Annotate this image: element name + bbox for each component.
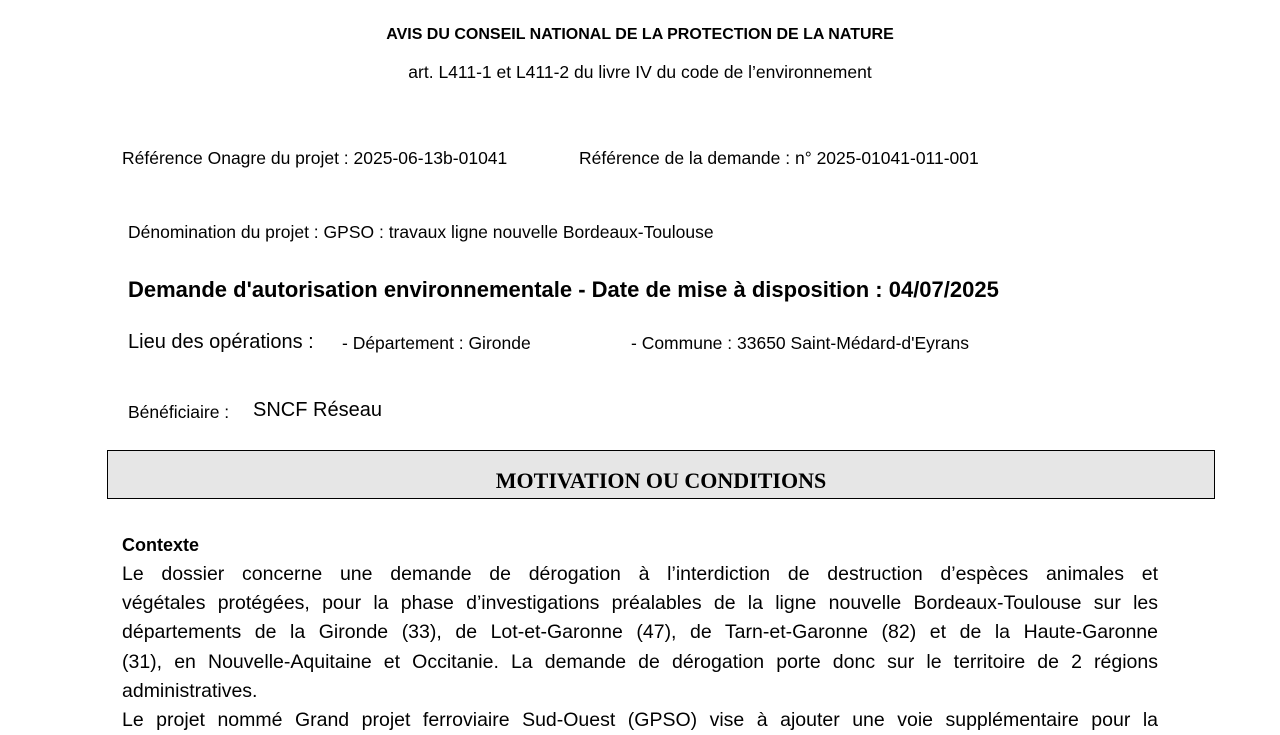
lieu-operations-label: Lieu des opérations : [128,331,314,353]
departement-field: - Département : Gironde [342,333,531,353]
contexte-line: administratives. [122,679,258,702]
contexte-line: Le projet nommé Grand projet ferroviaire Sud-Ouest (GPSO) vise à ajouter une voie supplémentaire pour la [122,709,1158,732]
contexte-heading: Contexte [122,535,200,555]
beneficiaire-label: Bénéficiaire : [128,402,230,422]
demande-title: Demande d'autorisation environnementale - Date de mise à disposition : 04/07/2025 [128,277,999,302]
contexte-line: (31), en Nouvelle-Aquitaine et Occitanie. La demande de dérogation porte donc sur le territoire de 2 régions [122,650,1158,673]
contexte-body [122,560,1158,735]
commune-field: - Commune : 33650 Saint-Médard-d'Eyrans [631,333,969,353]
document-title: AVIS DU CONSEIL NATIONAL DE LA PROTECTION DE LA NATURE [386,26,894,43]
motivation-section-header [107,450,1215,499]
document-subtitle: art. L411-1 et L411-2 du livre IV du code de l’environnement [408,62,872,82]
project-denomination: Dénomination du projet : GPSO : travaux ligne nouvelle Bordeaux-Toulouse [128,222,714,242]
contexte-line: végétales protégées, pour la phase d’investigations préalables de la ligne nouvelle Bordeaux-Toulouse sur les [122,592,1158,615]
contexte-line: départements de la Gironde (33), de Lot-et-Garonne (47), de Tarn-et-Garonne (82) et de la Haute-Garonne [122,621,1158,644]
motivation-heading: MOTIVATION OU CONDITIONS [495,468,827,493]
beneficiaire-value: SNCF Réseau [253,399,382,421]
onagre-reference: Référence Onagre du projet : 2025-06-13b-01041 [122,148,508,168]
contexte-line: Le dossier concerne une demande de dérogation à l’interdiction de destruction d’espèces animales et [122,563,1158,585]
demande-reference: Référence de la demande : n° 2025-01041-011-001 [579,148,979,168]
